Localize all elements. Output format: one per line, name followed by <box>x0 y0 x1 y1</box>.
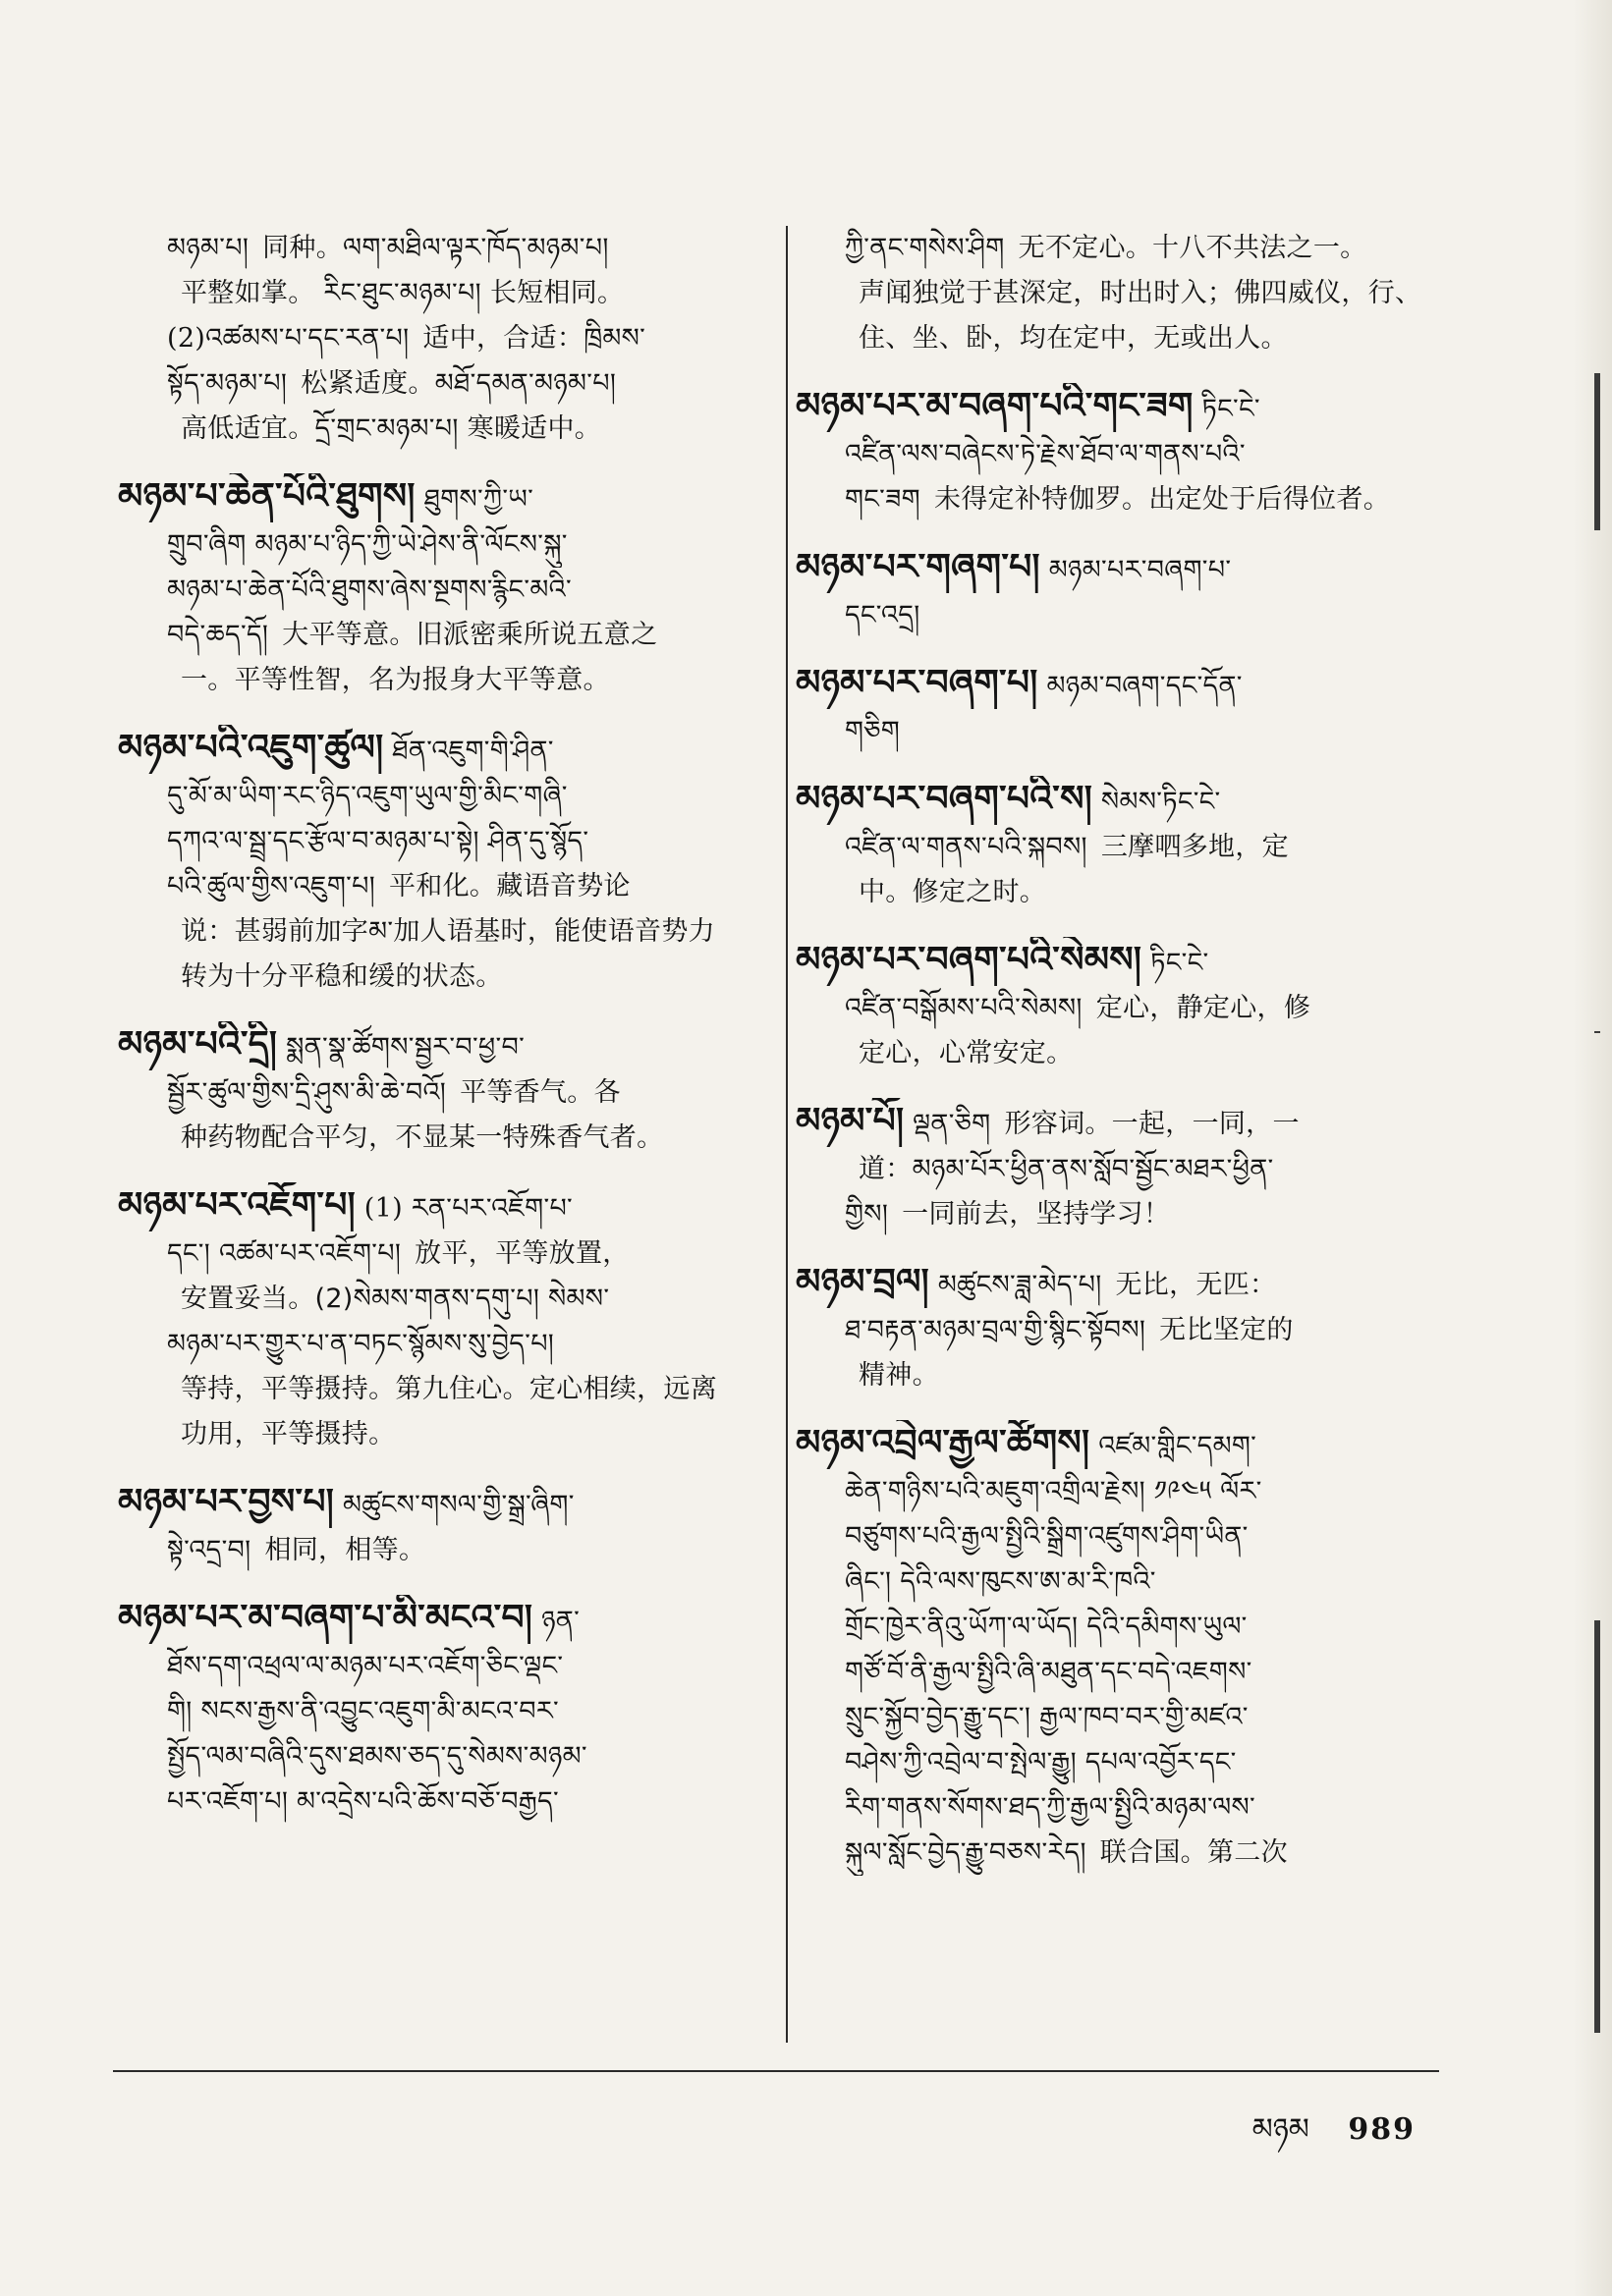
entry-line <box>796 1098 1454 1147</box>
entry-line <box>796 1259 1454 1308</box>
left-column <box>118 226 756 1846</box>
tibetan-text: འཛིན་བསྒོམས་པའི་སེམས། <box>845 993 1083 1023</box>
tibetan-text: བཤེས་ཀྱི་འབྲེལ་བ་སྤེལ་རྒྱུ། དཔལ་འབྱོར་དང་ <box>845 1747 1237 1777</box>
dictionary-entry <box>167 226 756 452</box>
dictionary-entry <box>118 725 756 1000</box>
entry-line <box>167 226 756 271</box>
tibetan-text: མཉམ་པར་བཞག་པ་ <box>1048 555 1232 585</box>
chinese-gloss: 转为十分平稳和缓的状态。 <box>181 961 503 992</box>
entry-line <box>845 1695 1454 1740</box>
tibetan-text: སྨན་སྣ་ཚོགས་སྦྱར་བ་ཕྱ་བ་ <box>286 1032 526 1063</box>
chinese-gloss: 一。平等性智，名为报身大平等意。 <box>181 665 610 695</box>
chinese-gloss: 适中，合适：ཁྲིམས་ <box>422 323 646 354</box>
entry-line <box>167 1116 756 1161</box>
entry-line <box>167 361 756 407</box>
entry-line <box>167 1231 756 1277</box>
entry-line <box>845 477 1454 522</box>
headword: མཉམ་པར་བཞག་པའི་ས། <box>796 778 1093 819</box>
tibetan-text: ཆེན་གཉིས་པའི་མཇུག་འགྲིལ་རྗེས། ༡༩༤༥ ལོར་ <box>845 1476 1262 1506</box>
entry-line <box>845 1650 1454 1695</box>
entry-line <box>167 1644 756 1689</box>
chinese-gloss: 无比，无匹： <box>1115 1270 1277 1300</box>
tibetan-text: མཉམ་པ། <box>167 233 250 263</box>
dictionary-entry <box>118 1479 756 1573</box>
tibetan-text: ལྡན་ཅིག <box>913 1109 991 1139</box>
page-footer <box>1252 2097 1416 2179</box>
entry-line <box>167 1277 756 1322</box>
tibetan-text: དཀའ་ལ་སྦྲ་དང་རྩོལ་བ་མཉམ་པ་སྟེ། ཤིན་དུ་སྙོད་ <box>167 826 589 856</box>
entry-line <box>167 1734 756 1779</box>
entry-line <box>118 1479 756 1528</box>
tibetan-text: ཉན་ <box>541 1606 581 1636</box>
entry-line <box>845 271 1454 316</box>
chinese-gloss: 定心，心常安定。 <box>859 1038 1074 1068</box>
tibetan-text: གྲུབ་ཞིག མཉམ་པ་ཉིད་ཀྱི་ཡེ་ཤེས་ནི་ལོངས་སྐུ་ <box>167 529 568 560</box>
tibetan-text: གཅིག <box>845 716 901 746</box>
dictionary-entry <box>118 473 756 703</box>
entry-line <box>118 1182 756 1231</box>
entry-line <box>845 1469 1454 1514</box>
chinese-gloss: 一同前去，坚持学习！ <box>902 1199 1171 1230</box>
entry-line <box>167 316 756 361</box>
entry-line <box>845 1308 1454 1353</box>
dictionary-entry <box>796 1098 1454 1237</box>
tibetan-text: སེམས་ཏིང་ངེ་ <box>1100 787 1221 817</box>
chinese-gloss: 平和化。藏语音势论 <box>389 871 631 902</box>
chinese-gloss: 联合国。第二次 <box>1099 1837 1288 1868</box>
entry-line <box>796 660 1454 709</box>
chinese-gloss: 高低适宜。དྲོ་གྲང་མཉམ་པ། 寒暖适中。 <box>181 413 602 444</box>
tibetan-text: འཛིན་ལས་བཞེངས་ཏེ་རྗེས་ཐོབ་ལ་གནས་པའི་ <box>845 439 1246 469</box>
entry-line <box>845 1831 1454 1876</box>
tibetan-text: གྱིས། <box>845 1199 889 1230</box>
entry-line <box>845 1785 1454 1831</box>
column-divider <box>786 226 788 2043</box>
running-headword: མཉམ <box>1251 2112 1309 2147</box>
entry-line <box>167 1528 756 1573</box>
entry-line <box>167 864 756 909</box>
headword: མཉམ་པ་ཆེན་པོའི་ཐུགས། <box>118 475 416 517</box>
dictionary-entry <box>796 383 1454 522</box>
headword: མཉམ་པར་བཞག་པའི་སེམས། <box>796 939 1142 980</box>
entry-line <box>167 1070 756 1116</box>
chinese-gloss: 种药物配合平匀，不显某一特殊香气者。 <box>181 1122 664 1153</box>
entry-line <box>167 522 756 568</box>
entry-line <box>167 1322 756 1367</box>
tibetan-text: ཀྱི་ནང་གསེས་ཤིག <box>845 233 1005 263</box>
tibetan-text: དུ་མོ་མ་ཡིག་རང་ཉིད་འཇུག་ཡུལ་གྱི་མིང་གཞི་ <box>167 781 568 811</box>
headword: མཉམ་པར་མ་བཞག་པ་མི་མངའ་བ། <box>118 1597 533 1638</box>
tibetan-text: འཛིན་ལ་གནས་པའི་སྐབས། <box>845 832 1087 862</box>
chinese-gloss: 相同，相等。 <box>264 1535 426 1565</box>
tibetan-text: མཉམ་པ་ཆེན་པོའི་ཐུགས་ཞེས་སྔགས་རྙིང་མའི་ <box>167 574 572 605</box>
chinese-gloss: 松紧适度。མཐོ་དམན་མཉམ་པ། <box>301 368 617 399</box>
right-column <box>796 226 1454 1897</box>
entry-line <box>796 544 1454 593</box>
entry-line <box>167 568 756 613</box>
tibetan-text: ཐ་བརྟན་མཉམ་བྲལ་གྱི་སྙིང་སྟོབས། <box>845 1315 1146 1345</box>
entry-line <box>167 819 756 864</box>
tibetan-text: མཚུངས་གསལ་གྱི་སྒྲ་ཞིག་ <box>342 1490 575 1520</box>
entry-line <box>845 986 1454 1031</box>
chinese-gloss: 道：མཉམ་པོར་ཕྱིན་ནས་སློབ་སྦྱོང་མཐར་ཕྱིན་ <box>859 1154 1274 1184</box>
tibetan-text: དང་འདྲ། <box>845 600 920 630</box>
entry-line <box>118 1021 756 1070</box>
footer-rule <box>113 2070 1439 2072</box>
tibetan-text: གི། སངས་རྒྱས་ནི་འབྱུང་འཇུག་མི་མངའ་བར་ <box>167 1696 559 1726</box>
entry-line <box>845 709 1454 754</box>
page-edge <box>1573 0 1612 2296</box>
entry-line <box>845 1192 1454 1237</box>
tibetan-text: བཙུགས་པའི་རྒྱལ་སྤྱིའི་སྒྲིག་འཛུགས་ཤིག་ཡིན་ <box>845 1521 1249 1552</box>
entry-line <box>167 407 756 452</box>
dictionary-entry <box>845 226 1454 361</box>
dictionary-entry <box>796 937 1454 1076</box>
entry-line <box>118 473 756 522</box>
tibetan-text: དང་། འཚམ་པར་འཇོག་པ། <box>167 1238 402 1269</box>
dictionary-entry <box>796 660 1454 754</box>
headword: མཉམ་པར་གཞག་པ། <box>796 546 1040 587</box>
headword: མཉམ་པོ། <box>796 1100 905 1141</box>
edge-mark <box>1594 1031 1600 1033</box>
entry-line <box>796 937 1454 986</box>
chinese-gloss: 无比坚定的 <box>1159 1315 1294 1345</box>
chinese-gloss: 平整如掌。 རིང་ཐུང་མཉམ་པ། 长短相同。 <box>181 278 625 308</box>
chinese-gloss: 形容词。一起，一同，一 <box>1004 1109 1300 1139</box>
tibetan-text: སྦྱོར་ཚུལ་གྱིས་དྲི་ཤུས་མི་ཆེ་བའོ། <box>167 1077 447 1108</box>
entry-line <box>845 1514 1454 1559</box>
dictionary-entry <box>796 544 1454 638</box>
chinese-gloss: 平等香气。各 <box>460 1077 621 1108</box>
tibetan-text: སྐུལ་སློང་བྱེད་རྒྱུ་བཅས་རེད། <box>845 1837 1086 1868</box>
chinese-gloss: 住、坐、卧，均在定中，无或出人。 <box>859 323 1288 354</box>
tibetan-text: འཛམ་གླིང་དམག་ <box>1098 1431 1257 1461</box>
headword: མཉམ་པའི་དྲི། <box>118 1023 278 1065</box>
chinese-gloss: 精神。 <box>859 1360 939 1391</box>
entry-line <box>845 1605 1454 1650</box>
chinese-gloss: 无不定心。十八不共法之一。 <box>1018 233 1367 263</box>
chinese-gloss: 未得定补特伽罗。出定处于后得位者。 <box>933 484 1391 515</box>
entry-line <box>167 774 756 819</box>
dictionary-entry <box>118 1595 756 1825</box>
headword: མཉམ་པར་མ་བཞག་པའི་གང་ཟག <box>796 385 1194 426</box>
headword: མཉམ་བྲལ། <box>796 1261 929 1302</box>
tibetan-text: མཉམ་པར་གྱུར་པ་ན་བཏང་སྙོམས་སུ་བྱེད་པ། <box>167 1329 555 1359</box>
tibetan-text: སྲུང་སྐྱོབ་བྱེད་རྒྱུ་དང་། རྒྱལ་ཁབ་བར་གྱི་མཛའ་ <box>845 1702 1249 1732</box>
tibetan-text: ཏིང་ངེ་ <box>1150 948 1209 978</box>
entry-line <box>845 432 1454 477</box>
chinese-gloss: 放平，平等放置， <box>415 1238 630 1269</box>
tibetan-text: པའི་ཚུལ་གྱིས་འཇུག་པ། <box>167 871 375 902</box>
headword: མཉམ་པར་འཇོག་པ། <box>118 1184 356 1226</box>
entry-line <box>167 1689 756 1734</box>
chinese-gloss: 三摩呬多地，定 <box>1100 832 1289 862</box>
tibetan-text: སྟོད་མཉམ་པ། <box>167 368 288 399</box>
entry-line <box>118 1595 756 1644</box>
entry-line <box>167 271 756 316</box>
entry-line <box>845 1147 1454 1192</box>
page-number: 989 <box>1348 2112 1416 2147</box>
tibetan-text: ཞིང་། དེའི་ལས་ཁུངས་ཨ་མ་རི་ཁའི་ <box>845 1566 1156 1597</box>
entry-line <box>167 1367 756 1412</box>
entry-line <box>167 613 756 658</box>
tibetan-text: སྤྱོད་ལམ་བཞིའི་དུས་ཐམས་ཅད་དུ་སེམས་མཉམ་ <box>167 1741 587 1772</box>
entry-line <box>796 776 1454 825</box>
tibetan-text: གྲོང་ཁྱེར་ནིའུ་ཡོཀ་ལ་ཡོད། དེའི་དམིགས་ཡུལ་ <box>845 1612 1248 1642</box>
headword: མཉམ་པར་བཞག་པ། <box>796 662 1038 703</box>
tibetan-text: གང་ཟག <box>845 484 920 515</box>
tibetan-text: (1) རན་པར་འཇོག་པ་ <box>363 1193 574 1224</box>
chinese-gloss: 同种。ལག་མཐིལ་ལྟར་ཁོད་མཉམ་པ། <box>262 233 609 263</box>
dictionary-entry <box>118 1021 756 1161</box>
chinese-gloss: 等持，平等摄持。第九住心。定心相续，远离 <box>181 1374 717 1404</box>
entry-line <box>845 1031 1454 1076</box>
tibetan-text: བདེ་ཆད་དོ། <box>167 620 269 650</box>
edge-mark <box>1594 373 1600 530</box>
entry-line <box>167 658 756 703</box>
tibetan-text: ཏིང་ངེ་ <box>1201 394 1260 424</box>
entry-line <box>118 725 756 774</box>
entry-line <box>845 226 1454 271</box>
dictionary-entry <box>118 1182 756 1457</box>
chinese-gloss: 说：甚弱前加字མ་加人语基时，能使语音势力 <box>181 916 715 947</box>
entry-line <box>845 1740 1454 1785</box>
chinese-gloss: 安置妥当。(2)སེམས་གནས་དགུ་པ། སེམས་ <box>181 1284 610 1314</box>
entry-line <box>796 1420 1454 1469</box>
headword: མཉམ་པའི་འཇུག་ཚུལ། <box>118 727 384 768</box>
tibetan-text: གཙོ་བོ་ནི་རྒྱལ་སྤྱིའི་ཞི་མཐུན་དང་བདེ་འཇགས་ <box>845 1657 1252 1687</box>
chinese-gloss: 中。修定之时。 <box>859 877 1047 907</box>
entry-line <box>845 870 1454 915</box>
tibetan-text: མཉམ་བཞག་དང་དོན་ <box>1046 671 1243 701</box>
entry-line <box>845 593 1454 638</box>
entry-line <box>845 316 1454 361</box>
dictionary-entry <box>796 1420 1454 1876</box>
entry-line <box>167 1412 756 1457</box>
chinese-gloss: 功用，平等摄持。 <box>181 1419 396 1449</box>
chinese-gloss: 定心，静定心，修 <box>1095 993 1311 1023</box>
headword: མཉམ་པར་བྱས་པ། <box>118 1481 335 1522</box>
entry-line <box>845 825 1454 870</box>
entry-line <box>167 909 756 955</box>
tibetan-text: པར་འཇོག་པ། མ་འདྲེས་པའི་ཆོས་བཅོ་བརྒྱད་ <box>167 1786 559 1817</box>
entry-line <box>796 383 1454 432</box>
chinese-gloss: 大平等意。旧派密乘所说五意之 <box>282 620 658 650</box>
edge-mark <box>1594 1620 1600 2033</box>
tibetan-text: ཐོས་དག་འཕྲལ་ལ་མཉམ་པར་འཇོག་ཅིང་ལྡང་ <box>167 1651 564 1681</box>
tibetan-text: རིག་གནས་སོགས་ཐད་ཀྱི་རྒྱལ་སྤྱིའི་མཉམ་ལས་ <box>845 1792 1255 1823</box>
entry-line <box>845 1559 1454 1605</box>
entry-line <box>167 1779 756 1825</box>
tibetan-text: (2)འཚམས་པ་དང་རན་པ། <box>167 323 410 354</box>
dictionary-entry <box>796 776 1454 915</box>
dictionary-entry <box>796 1259 1454 1398</box>
tibetan-text: ཐོན་འཇུག་གི་ཤིན་ <box>392 736 554 766</box>
tibetan-text: མཚུངས་ཟླ་མེད་པ། <box>937 1270 1102 1300</box>
tibetan-text: སྟེ་འདྲ་བ། <box>167 1535 251 1565</box>
chinese-gloss: 声闻独觉于甚深定，时出时入；佛四威仪，行、 <box>859 278 1422 308</box>
entry-line <box>167 955 756 1000</box>
entry-line <box>845 1353 1454 1398</box>
headword: མཉམ་འབྲེལ་རྒྱལ་ཚོགས། <box>796 1422 1090 1463</box>
tibetan-text: ཐུགས་ཀྱི་ཡ་ <box>423 484 534 515</box>
